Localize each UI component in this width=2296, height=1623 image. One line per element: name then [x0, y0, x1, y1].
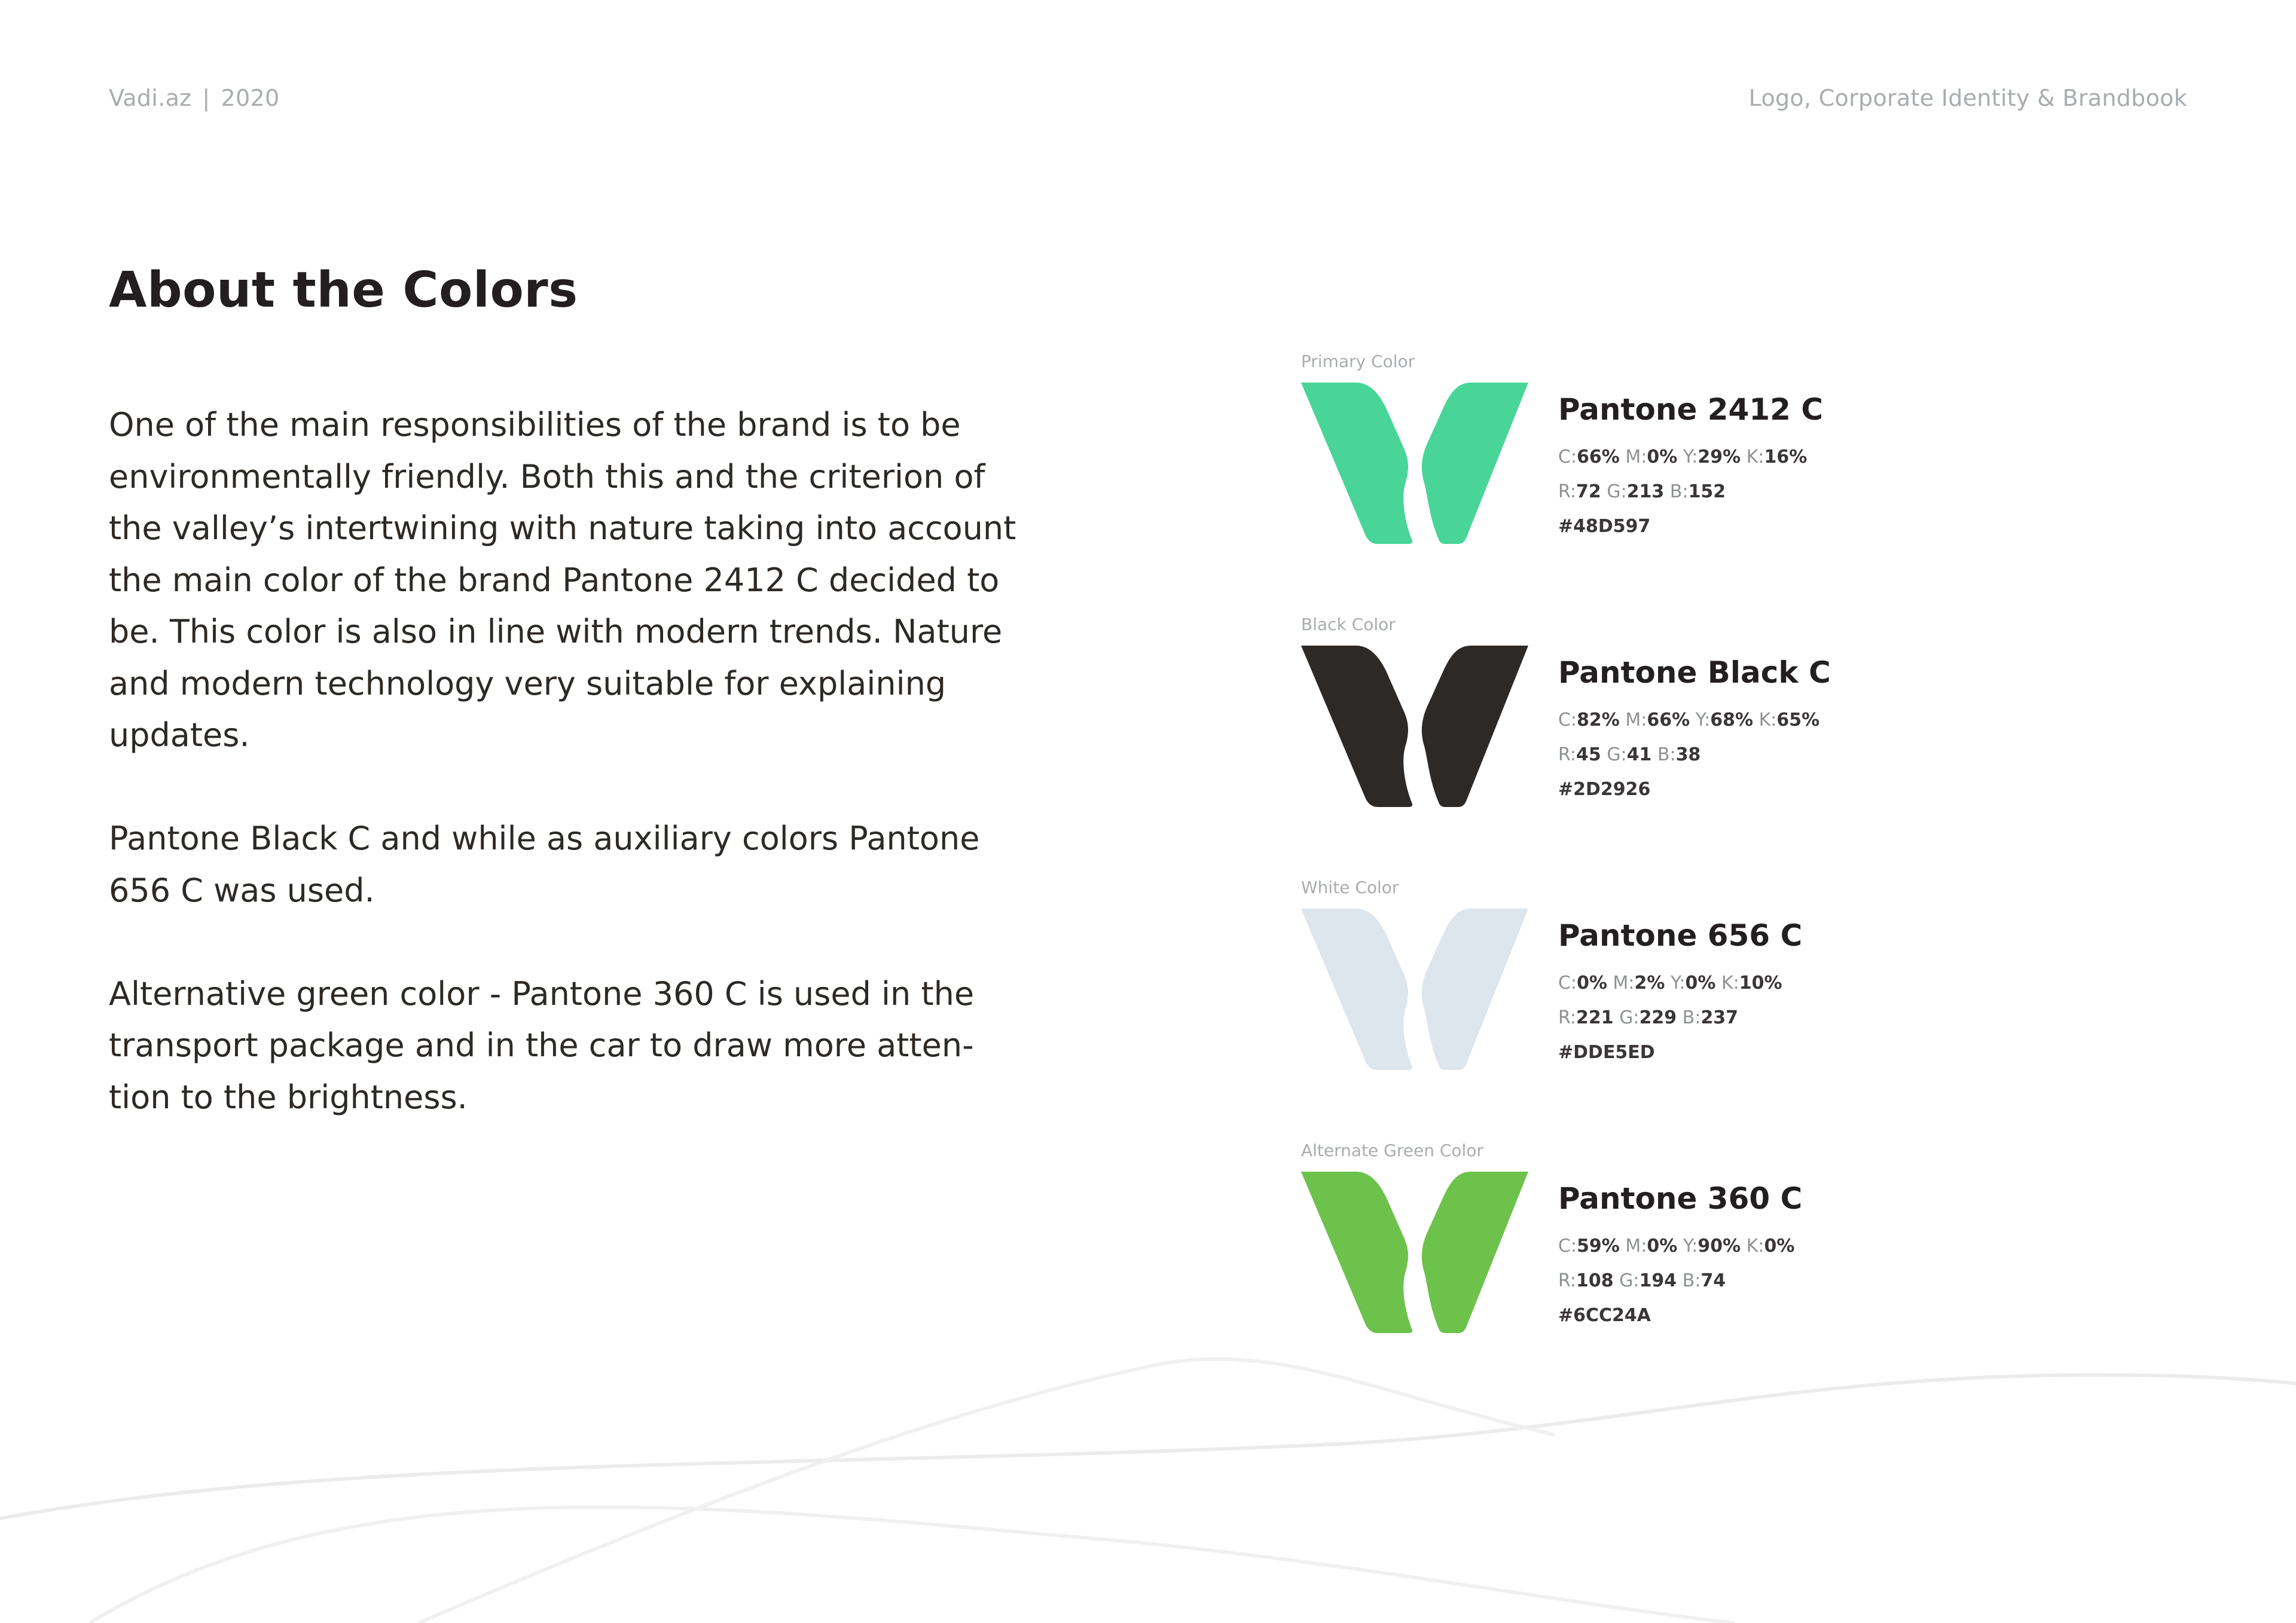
color-values — [1558, 440, 1807, 544]
swatch-label: Alternate Green Color — [1301, 1141, 1483, 1160]
v-logo-icon — [1301, 383, 1528, 544]
color-values — [1558, 966, 1782, 1070]
color-values — [1558, 703, 1819, 807]
rgb-values: R:72 G:213 B:152 — [1558, 481, 1726, 502]
paragraph-auxiliary-colors: Pantone Black C and while as auxiliary colors Pantone 656 C was used. — [109, 820, 980, 909]
rgb-values: R:45 G:41 B:38 — [1558, 744, 1701, 765]
cmyk-values: C:0% M:2% Y:0% K:10% — [1558, 973, 1782, 994]
pantone-name: Pantone 2412 C — [1558, 392, 1824, 427]
cmyk-values: C:59% M:0% Y:90% K:0% — [1558, 1236, 1795, 1257]
color-values — [1558, 1229, 1794, 1333]
hex-value: #2D2926 — [1558, 779, 1651, 800]
swatch-label: White Color — [1301, 878, 1399, 897]
paragraph-primary-color: One of the main responsibilities of the brand is to be environmentally friendly. Both this and the criterion of the valley’s intertwining with nature taking into account the main color of the brand Pantone 2412 C decided to be. This color is also in line with modern trends. Nature and modern technology very suitable for explaining updates. — [109, 406, 1016, 754]
pantone-name: Pantone 656 C — [1558, 918, 1803, 953]
swatch-black-color — [1301, 615, 2138, 842]
page-title: About the Colors — [109, 262, 578, 319]
v-logo-icon — [1301, 909, 1528, 1070]
v-logo-icon — [1301, 646, 1528, 807]
hex-value: #48D597 — [1558, 516, 1651, 537]
rgb-values: R:108 G:194 B:74 — [1558, 1270, 1726, 1291]
cmyk-values: C:66% M:0% Y:29% K:16% — [1558, 447, 1808, 467]
year: 2020 — [221, 85, 280, 111]
brand-name: Vadi.az — [109, 85, 192, 111]
cmyk-values: C:82% M:66% Y:68% K:65% — [1558, 710, 1820, 730]
pantone-name: Pantone 360 C — [1558, 1181, 1803, 1216]
swatch-primary-color — [1301, 352, 2138, 579]
header-subtitle: Logo, Corporate Identity & Brandbook — [1748, 85, 2187, 111]
hex-value: #DDE5ED — [1558, 1042, 1655, 1063]
hex-value: #6CC24A — [1558, 1305, 1651, 1326]
paragraph-alternative-green: Alternative green color - Pantone 360 C is used in the transport package and in the car to draw more atten- tion to the brightness. — [109, 974, 975, 1116]
header-brand-year — [109, 85, 279, 111]
pantone-name: Pantone Black C — [1558, 655, 1831, 690]
v-logo-icon — [1301, 1172, 1528, 1333]
swatch-white-color — [1301, 878, 2138, 1105]
rgb-values: R:221 G:229 B:237 — [1558, 1007, 1739, 1028]
swatch-alternate-green-color — [1301, 1141, 2138, 1368]
header-separator: | — [202, 85, 210, 111]
swatch-label: Black Color — [1301, 615, 1396, 634]
body-text — [109, 399, 1018, 1123]
swatch-label: Primary Color — [1301, 352, 1415, 371]
